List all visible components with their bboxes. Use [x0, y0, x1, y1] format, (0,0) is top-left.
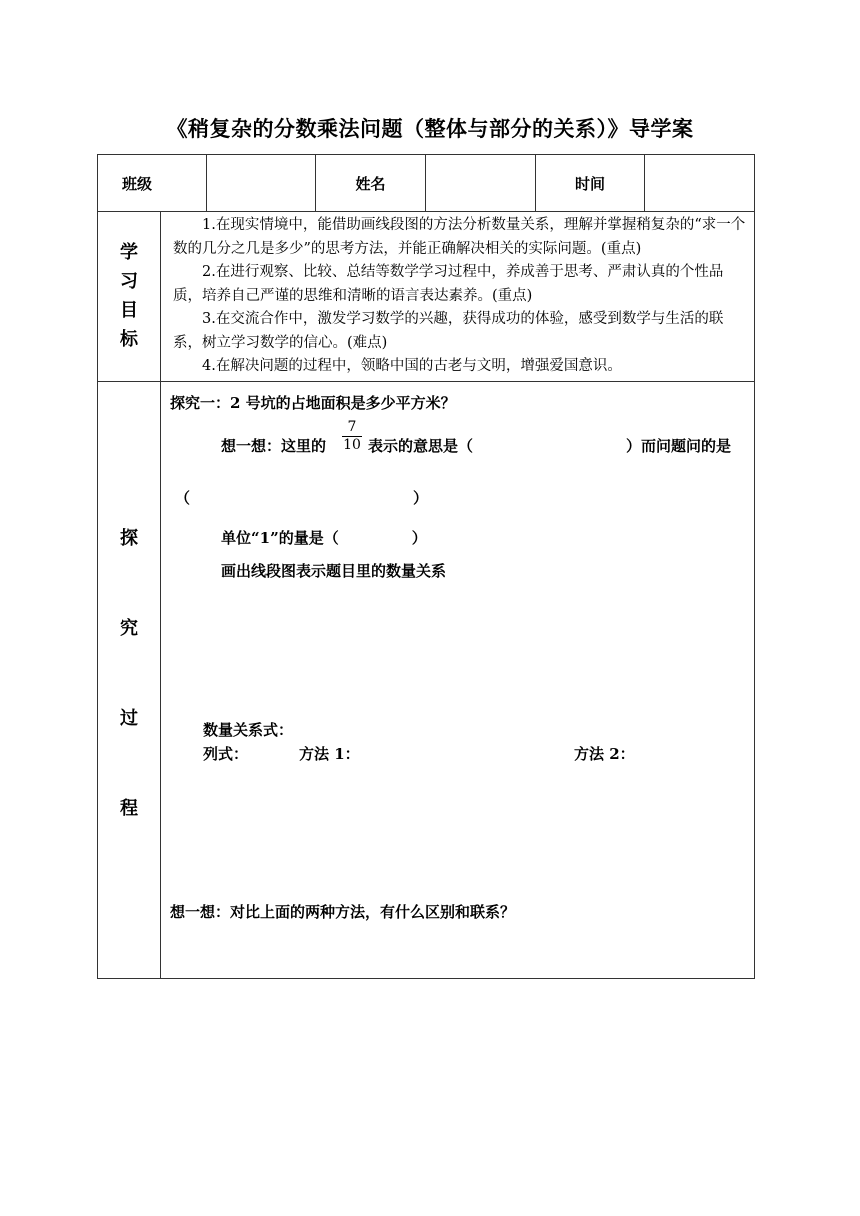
inquiry-label-char: 究 [120, 617, 138, 639]
goal-item: 3.在交流合作中，激发学习数学的兴趣，获得成功的体验，感受到数学与生活的联系，树立学习数学的信心。(难点) [173, 311, 724, 351]
goals-label [98, 212, 161, 382]
goals-label-char: 目 [120, 300, 138, 322]
fraction-denominator: 10 [343, 436, 361, 453]
unit-one-line: 单位“1”的量是（ ） [221, 528, 427, 547]
draw-line-instruction: 画出线段图表示题目里的数量关系 [221, 561, 447, 580]
think-end: ）而问题问的是 [626, 436, 732, 455]
inquiry-label-char: 探 [120, 527, 138, 549]
goals-row [98, 212, 755, 382]
think-mid: 表示的意思是（ [368, 436, 474, 455]
inquiry-content [161, 381, 755, 978]
explore-title: 探究一：2 号坑的占地面积是多少平方米？ [170, 393, 456, 412]
method2-label: 方法 2： [574, 744, 635, 763]
goal-item: 1.在现实情境中，能借助画线段图的方法分析数量关系，理解并掌握稍复杂的“求一个数的几分之几是多少”的思考方法，并能正确解决相关的实际问题。(重点) [173, 217, 746, 257]
formula-label: 列式： [203, 744, 249, 763]
goal-item: 2.在进行观察、比较、总结等数学学习过程中，养成善于思考、严肃认真的个性品质，培养自己严谨的思维和清晰的语言表达素养。(重点) [173, 264, 724, 304]
page-title: 《稍复杂的分数乘法问题（整体与部分的关系）》导学案 [166, 116, 694, 141]
name-field[interactable] [426, 155, 536, 212]
header-row [98, 155, 755, 212]
inquiry-label [98, 381, 161, 978]
paren-close: ） [413, 488, 429, 507]
inquiry-label-char: 程 [120, 797, 138, 819]
think-prefix: 想一想：这里的 [221, 436, 327, 455]
fraction-numerator: 7 [347, 418, 357, 435]
time-label: 时间 [536, 155, 645, 212]
name-label: 姓名 [316, 155, 426, 212]
time-field[interactable] [645, 155, 755, 212]
inquiry-label-char: 过 [120, 707, 138, 729]
method1-label: 方法 1： [299, 744, 360, 763]
goals-label-char: 习 [120, 271, 138, 293]
class-label: 班级 [98, 155, 207, 212]
goal-item: 4.在解决问题的过程中，领略中国的古老与文明，增强爱国意识。 [202, 358, 622, 374]
fraction-seven-tenths [342, 420, 362, 453]
goals-label-char: 标 [120, 329, 138, 351]
class-field[interactable] [207, 155, 316, 212]
relation-label: 数量关系式： [203, 720, 294, 739]
goals-content [161, 212, 755, 382]
goals-label-char: 学 [120, 242, 138, 264]
inquiry-row [98, 381, 755, 978]
worksheet-table [97, 154, 755, 979]
compare-question: 想一想：对比上面的两种方法，有什么区别和联系？ [170, 902, 516, 921]
paren-open: （ [175, 488, 191, 507]
